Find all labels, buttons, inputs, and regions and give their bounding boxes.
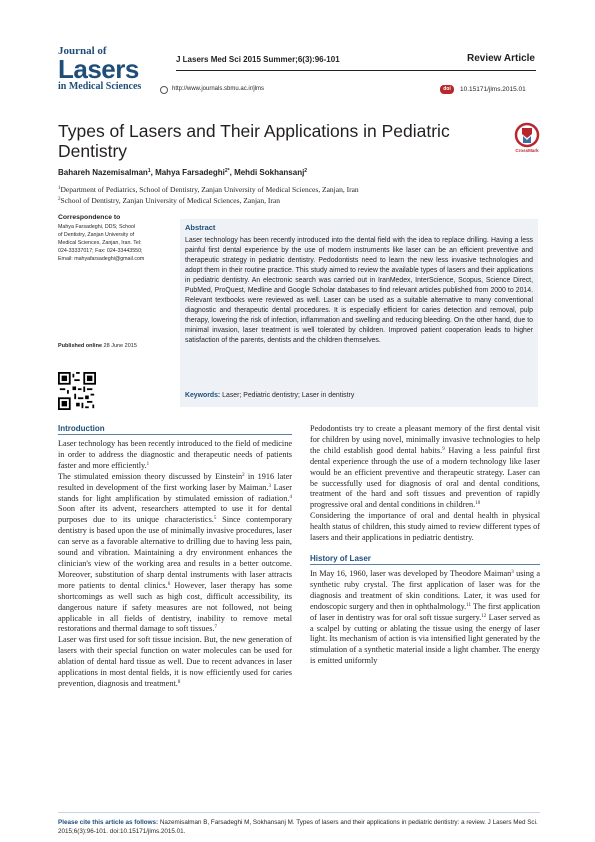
doi-icon: doi: [440, 85, 454, 94]
correspondence-email[interactable]: Email: mahyafarsadeghi@gmail.com: [58, 256, 145, 262]
article-type: Review Article: [467, 53, 535, 64]
abstract-text: Laser technology has been recently introduced into the dental field with the idea to replace drilling. Having a less painful first dental experience by the use of modern instruments like laser can be an efficient preventive and therapeutic strategy in pediatric dentistry. Pedodontists need to learn the new less invasive technologies and adopt them in their routine practice. This study aimed to review the available types of lasers and their applications in pediatric dentistry. An electronic search was carried out in IranMedex, InterScience, Scopus, Science Direct, PubMed, ProQuest, Medline and Google Scholar databases to find relevant articles published from 2000 to 2014. Relevant textbooks were reviewed as well. Laser can be used as a suitable alternative to many conventional diagnostic and therapeutic dental procedures. It is especially efficient for caries detection and removal, pulp therapy, lowering the risk of infection, inflammation and swelling and reducing bleeding. On the other hand, due to minimal invasion, laser treatment is well tolerated by children. Improved patient cooperation leads to higher satisfaction of the parents, dentists and the children themselves.: [185, 237, 533, 345]
keywords-list: Laser; Pediatric dentistry; Laser in dentistry: [222, 392, 355, 399]
qr-code-icon: [58, 372, 96, 410]
crossmark-label: CrossMark: [515, 148, 539, 153]
citation-text: Nazemisalman B, Farsadeghi M, Sokhansanj M. Types of lasers and their applications in pediatric dentistry: a review. J Lasers Med Sci. 2015;6(3):96-101. doi:10.15171/jlms.2015.01.: [58, 819, 538, 835]
author-affiliation-mark: 2: [304, 168, 308, 174]
author-name: Bahareh Nazemisalman: [58, 168, 148, 177]
author-name: Mehdi Sokhansanj: [234, 168, 305, 177]
globe-icon: [160, 86, 168, 94]
citation-footer: [58, 818, 540, 836]
body-paragraph: The stimulated emission theory discussed by Einstein$^2$ in 1916 later resulted in development of the first working laser by Maiman.$^3$ Laser stands for light amplification by stimulated emission of radiation.$^4$ Soon after its advent, researchers attempted to use it for dental purposes due to its unique characteristics.$^5$ Since contemporary dentistry is based upon the use of minimally invasive procedures, laser can serve as a favorable alternative to drilling due to having less pain, sound and vibration. Maintaining a dry environment enhances the clinician's view of the working area and results in a better outcome. Moreover, substitution of sharp dental instruments with laser attracts more patients to dental clinics.$^6$ However, laser therapy has some shortcomings as well such as high cost, difficult accessibility, its dangerous nature if safety measures are not followed, not being applicable in all fields of dentistry, inability to remove metal restorations and thermal damage to soft tissues.$^7$: [58, 471, 292, 634]
published-label: Published online: [58, 343, 103, 349]
body-paragraph: Laser was first used for soft tissue incision. But, the new generation of lasers with their special function on water molecules can be used for ablation of dental hard tissue as well. Due to recent advances in laser applications in most dental fields, it is now efficiently used for caries prevention, diagnosis and treatment.$^8$: [58, 635, 292, 688]
journal-url-link[interactable]: http://www.journals.sbmu.ac.ir/jlms: [172, 86, 265, 92]
article-title: Types of Lasers and Their Applications in Pediatric Dentistry: [58, 121, 450, 161]
published-date: 28 June 2015: [103, 343, 137, 349]
keywords-label: Keywords:: [185, 392, 221, 399]
body-paragraph: In May 16, 1960, laser was developed by Theodore Maiman$^3$ using a synthetic ruby crystal. The first application of laser was for the diagnosis and treatment of skin conditions. Later, it was used for endoscopic surgery and then in ophthalmology.$^{11}$ The first application of laser in dentistry was for oral soft tissue surgery.$^{12}$ Laser served as a scalpel by cutting or ablating the tissue using the energy of laser light. Its mechanism of action is via intensified light generated by the stimulation of a synthetic material inside a light chamber. The energy is emitted uniformly: [310, 568, 540, 666]
body-paragraph: Pedodontists try to create a pleasant memory of the first dental visit for children by using novel, minimally invasive technologies to help the child establish good dental habits.$^9$ Having a less painful first dental experience through the use of a modern technology like laser would be an efficient preventive and therapeutic strategy. Laser can be successfully used for diagnosis of oral and dental conditions, treatment of the hard and soft tissues and prevention of rapidly progressive oral and dental conditions in children.$^{10}$: [310, 424, 541, 510]
author-name: Mahya Farsadeghi: [155, 168, 225, 177]
correspondence-line: Mahya Farsadeghi, DDS; School: [58, 224, 136, 230]
body-column-right: [310, 424, 540, 667]
body-column-left: [58, 424, 292, 690]
keywords: [185, 392, 354, 399]
affiliation-mark: 2: [58, 197, 61, 202]
correspondence-block: [58, 223, 168, 263]
correspondence-line: of Dentistry, Zanjan University of: [58, 232, 135, 238]
logo-word-lasers: Lasers: [58, 54, 139, 84]
section-heading-history: History of Laser: [310, 554, 540, 565]
affiliation-mark: 1: [58, 186, 61, 191]
affiliation: [58, 185, 359, 194]
journal-citation: J Lasers Med Sci 2015 Summer;6(3):96-101: [176, 55, 340, 64]
header-divider: [176, 70, 536, 71]
logo-subtitle: in Medical Sciences: [58, 81, 142, 92]
body-paragraph: Considering the importance of oral and dental health in physical health status of children, this study aimed to review different types of lasers and their applications in pediatric dentistry.: [310, 511, 540, 543]
section-heading-introduction: Introduction: [58, 424, 292, 435]
footer-divider: [58, 812, 540, 813]
affiliation-text: School of Dentistry, Zanjan University of Medical Sciences, Zanjan, Iran: [60, 196, 280, 205]
correspondence-line: 024-33337017; Fax: 024-33443550;: [58, 248, 143, 254]
author-affiliation-mark: 1: [147, 168, 151, 174]
logo-word-journal: Journal of: [58, 45, 107, 57]
author-affiliation-mark: 2*: [224, 168, 230, 174]
body-paragraph: Laser technology has been recently introduced to the field of medicine in order to address the diagnostic and therapeutic needs of patients faster and more efficiently.$^1$: [58, 439, 292, 470]
published-online: [58, 343, 137, 349]
correspondence-heading: Correspondence to: [58, 214, 121, 221]
affiliation-text: Department of Pediatrics, School of Dentistry, Zanjan University of Medical Sciences, Zanjan, Iran: [60, 185, 359, 194]
affiliation: [58, 196, 280, 205]
journal-logo: [58, 46, 168, 92]
correspondence-line: Medical Sciences, Zanjan, Iran. Tel:: [58, 240, 142, 246]
author-list: Bahareh Nazemisalman$^1$, Mahya Farsadeghi$^{2*}$, Mehdi Sokhansanj$^2$: [58, 168, 308, 177]
citation-lead: Please cite this article as follows:: [58, 819, 159, 826]
doi-link[interactable]: 10.15171/jlms.2015.01: [460, 86, 526, 93]
abstract-heading: Abstract: [185, 223, 216, 232]
